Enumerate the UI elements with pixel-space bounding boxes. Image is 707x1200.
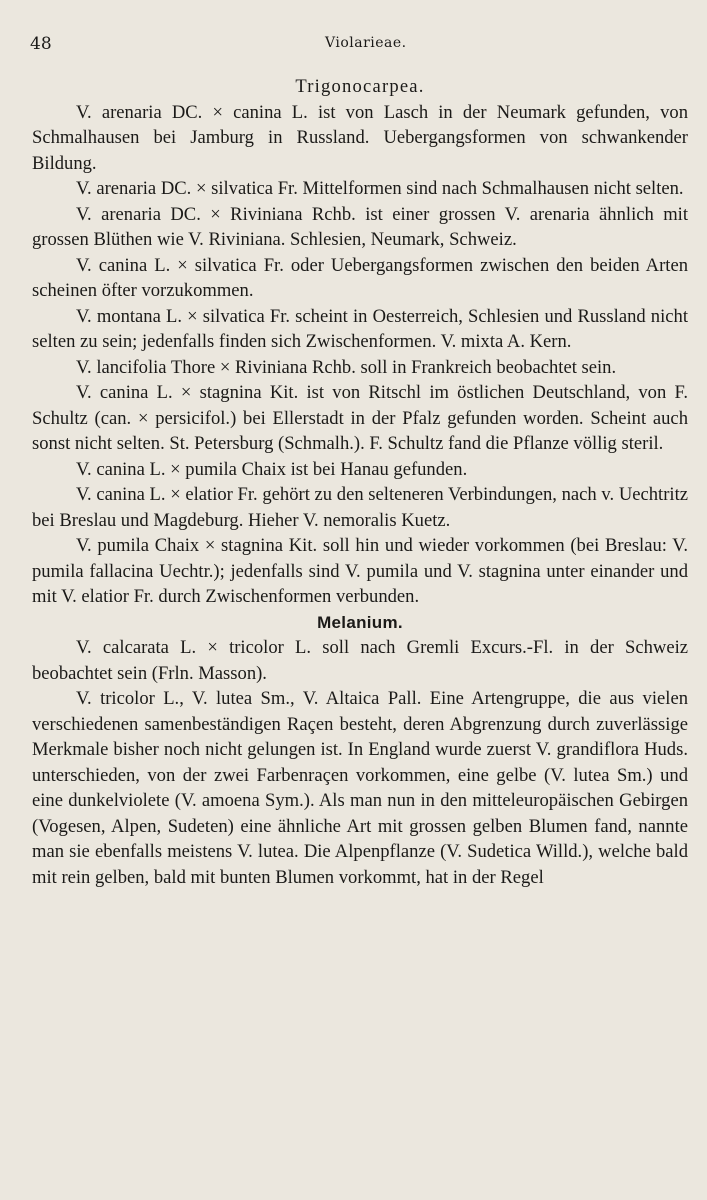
paragraph: V. lancifolia Thore × Riviniana Rchb. soll in Frankreich beobachtet sein. (76, 356, 617, 378)
paragraph: V. canina L. × elatior Fr. gehört zu den selteneren Verbindungen, nach v. Uechtritz bei Breslau und Magdeburg. Hieher V. nemoralis Kuetz. (32, 484, 688, 531)
paragraph: V. tricolor L., V. lutea Sm., V. Altaica Pall. Eine Artengruppe, die aus vielen verschiedenen samenbeständigen Raçen besteht, deren Abgrenzung durch zuverlässige Merkmale bisher noch nicht gelungen ist. In England wurde zuerst V. grandiflora Huds. unterschieden, von der zwei Farbenraçen vorkommen, eine gelbe (V. lutea Sm.) und eine dunkelviolete (V. amoena Sym.). Als man nun in den mitteleuropäischen Gebirgen (Vogesen, Alpen, Sudeten) eine ähnliche Art mit grossen gelben Blumen fand, nannte man sie ebenfalls meistens V. lutea. Die Alpenpflanze (V. Sudetica Willd.), welche bald mit rein gelben, bald mit bunten Blumen vorkommt, hat in der Regel (32, 688, 688, 888)
paragraph: V. pumila Chaix × stagnina Kit. soll hin und wieder vorkommen (bei Breslau: V. pumila fallacina Uechtr.); jedenfalls sind V. pumila und V. stagnina unter einander und mit V. elatior Fr. durch Zwischenformen verbunden. (32, 535, 688, 607)
paragraph: V. calcarata L. × tricolor L. soll nach Gremli Excurs.-Fl. in der Schweiz beobachtet sein (Frln. Masson). (32, 637, 688, 684)
page-number: 48 (30, 34, 52, 54)
paragraph: V. arenaria DC. × Riviniana Rchb. ist einer grossen V. arenaria ähnlich mit grossen Blüthen wie V. Riviniana. Schlesien, Neumark, Schweiz. (32, 203, 688, 250)
paragraph: V. montana L. × silvatica Fr. scheint in Oesterreich, Schlesien und Russland nicht selten zu sein; jedenfalls finden sich Zwischenformen. V. mixta A. Kern. (32, 305, 688, 352)
section-heading-melanium: Melanium. (317, 612, 403, 632)
paragraph: V. canina L. × silvatica Fr. oder Uebergangsformen zwischen den beiden Arten scheinen öfter vorzukommen. (32, 254, 688, 301)
section-heading-trigonocarpea: Trigonocarpea. (295, 76, 425, 97)
paragraph: V. arenaria DC. × silvatica Fr. Mittelformen sind nach Schmalhausen nicht selten. (76, 178, 684, 199)
page-body (32, 74, 688, 890)
paragraph: V. arenaria DC. × canina L. ist von Lasch in der Neumark gefunden, von Schmalhausen bei Jamburg in Russland. Uebergangsformen von schwankender Bildung. (32, 101, 688, 174)
running-title: Violarieae. (325, 35, 407, 51)
paragraph: V. canina L. × pumila Chaix ist bei Hanau gefunden. (76, 458, 468, 480)
page-header (30, 34, 677, 58)
paragraph: V. canina L. × stagnina Kit. ist von Ritschl im östlichen Deutschland, von F. Schultz (can. × persicifol.) bei Ellerstadt in der Pfalz gefunden worden. Scheint auch sonst nicht selten. St. Petersburg (Schmalh.). F. Schultz fand die Pflanze völlig steril. (32, 382, 688, 454)
